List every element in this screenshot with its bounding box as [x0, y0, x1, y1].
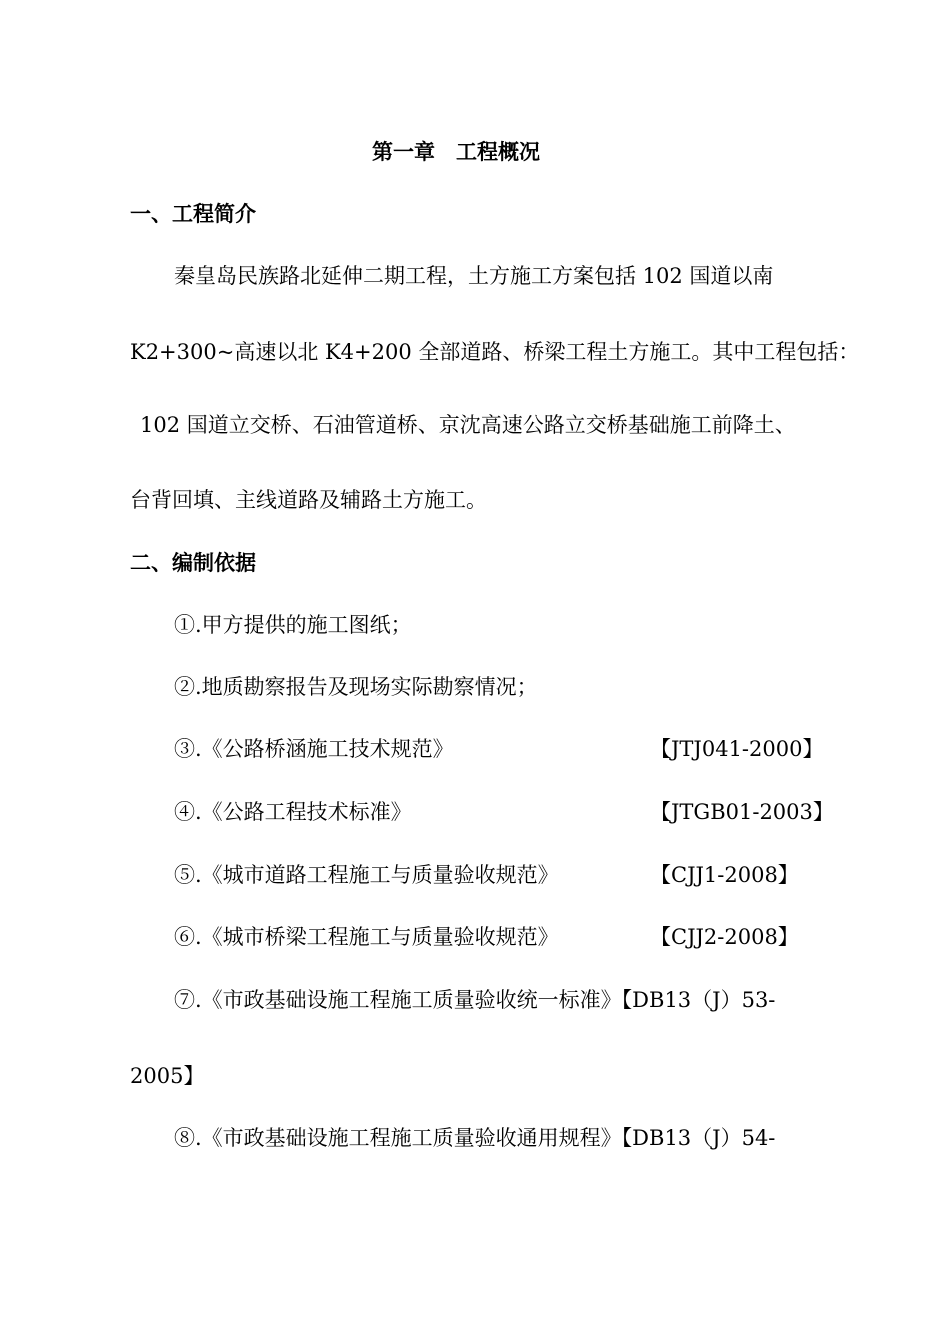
reference-item: ①.甲方提供的施工图纸；: [174, 613, 412, 637]
reference-code: 【JTJ041-2000】: [650, 737, 824, 761]
section1-paragraph-line: K2+300~高速以北 K4+200 全部道路、桥梁工程土方施工。其中工程包括：: [130, 340, 860, 364]
section1-heading: 一、工程简介: [130, 201, 256, 226]
reference-code: 【CJJ1-2008】: [650, 863, 799, 887]
reference-item: ⑦.《市政基础设施工程施工质量验收统一标准》【DB13（J）53-: [174, 988, 776, 1012]
chapter-title: 第一章 工程概况: [372, 139, 540, 164]
reference-item: ②.地质勘察报告及现场实际勘察情况；: [174, 675, 538, 699]
section1-paragraph-line: 秦皇岛民族路北延伸二期工程，土方施工方案包括 102 国道以南: [174, 264, 774, 288]
section2-heading: 二、编制依据: [130, 550, 256, 575]
reference-item: ③.《公路桥涵施工技术规范》: [174, 737, 454, 761]
reference-code: 【CJJ2-2008】: [650, 925, 799, 949]
section1-paragraph-line: 台背回填、主线道路及辅路土方施工。: [130, 488, 487, 512]
reference-code: 【JTGB01-2003】: [650, 800, 834, 824]
section1-paragraph-line: 102 国道立交桥、石油管道桥、京沈高速公路立交桥基础施工前降土、: [140, 413, 796, 437]
reference-item: ⑥.《城市桥梁工程施工与质量验收规范》: [174, 925, 559, 949]
reference-item: ④.《公路工程技术标准》: [174, 800, 412, 824]
reference-item: ⑧.《市政基础设施工程施工质量验收通用规程》【DB13（J）54-: [174, 1126, 776, 1150]
reference-item: ⑤.《城市道路工程施工与质量验收规范》: [174, 863, 559, 887]
reference-item-continuation: 2005】: [130, 1064, 205, 1088]
